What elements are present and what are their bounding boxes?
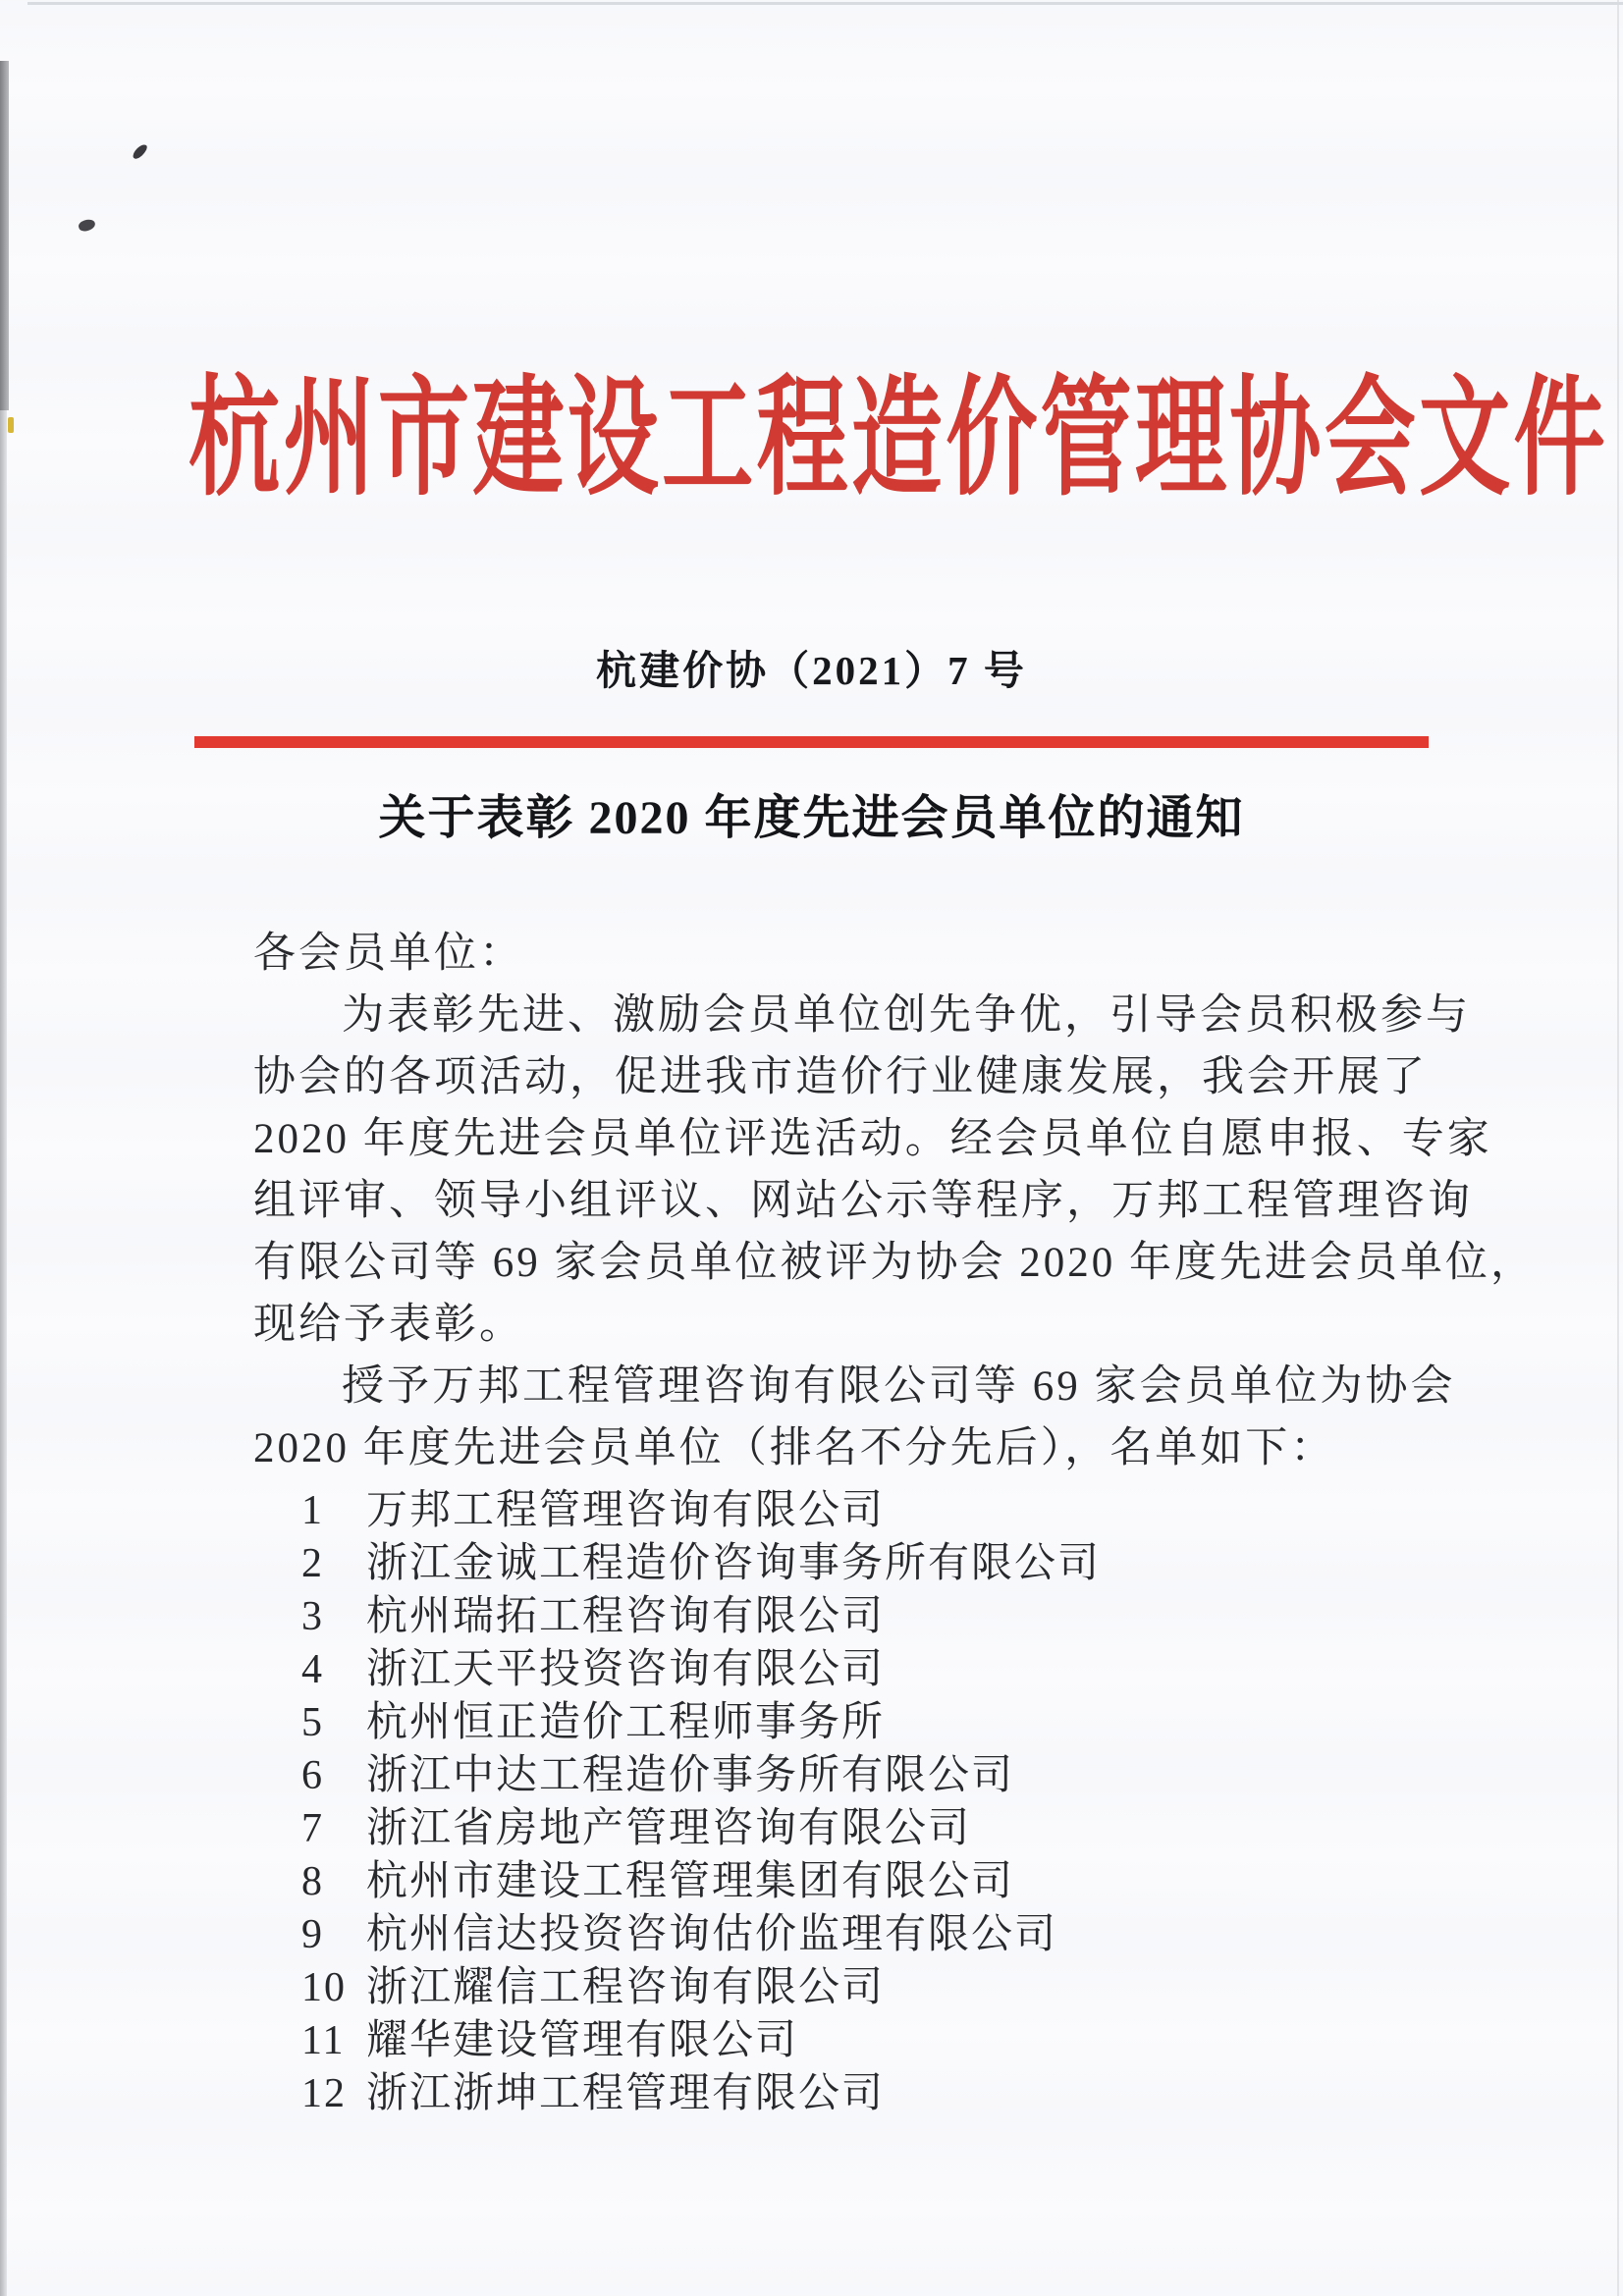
body-line: 组评审、领导小组评议、网站公示等程序，万邦工程管理咨询 xyxy=(253,1178,1473,1224)
list-item xyxy=(253,1908,1432,1961)
list-item xyxy=(253,1749,1432,1802)
list-item-name: 万邦工程管理咨询有限公司 xyxy=(366,1488,886,1533)
list-item-number: 2 xyxy=(301,1541,324,1586)
scan-right-edge-line xyxy=(1617,0,1619,2296)
letterhead-org-title-text: 杭州市建设工程造价管理协会文件 xyxy=(189,367,1608,511)
list-item xyxy=(253,1643,1432,1696)
scan-top-edge-line xyxy=(27,2,1623,5)
list-item-number: 7 xyxy=(301,1806,324,1851)
list-item xyxy=(253,1802,1432,1855)
list-item-name: 浙江耀信工程咨询有限公司 xyxy=(366,1965,886,2010)
scan-speck xyxy=(131,143,148,161)
list-item-number: 10 xyxy=(301,1965,347,2010)
list-item xyxy=(253,1484,1432,1537)
list-item-number: 4 xyxy=(301,1647,324,1692)
list-item-name: 浙江中达工程造价事务所有限公司 xyxy=(366,1753,1015,1798)
red-divider-line xyxy=(194,736,1429,748)
list-item-number: 12 xyxy=(301,2071,347,2116)
list-item-name: 杭州信达投资咨询估价监理有限公司 xyxy=(366,1912,1058,1957)
body-line: 2020 年度先进会员单位评选活动。经会员单位自愿申报、专家 xyxy=(253,1116,1492,1162)
list-item xyxy=(253,1590,1432,1643)
scan-left-edge-shadow-light xyxy=(0,410,7,2296)
notice-title: 关于表彰 2020 年度先进会员单位的通知 xyxy=(378,792,1245,844)
letterhead-org-title xyxy=(0,359,1623,520)
list-item-number: 5 xyxy=(301,1700,324,1745)
list-item xyxy=(253,2014,1432,2067)
body-line: 授予万邦工程管理咨询有限公司等 69 家会员单位为协会 xyxy=(342,1363,1456,1410)
list-item-name: 浙江浙坤工程管理有限公司 xyxy=(366,2071,886,2116)
scan-speck xyxy=(78,218,97,234)
list-item xyxy=(253,1961,1432,2014)
list-item-number: 3 xyxy=(301,1594,324,1639)
list-item xyxy=(253,1855,1432,1908)
body-line: 为表彰先进、激励会员单位创先争优，引导会员积极参与 xyxy=(342,992,1471,1039)
salutation: 各会员单位： xyxy=(253,931,524,977)
list-item-name: 浙江金诚工程造价咨询事务所有限公司 xyxy=(366,1541,1102,1586)
list-item-name: 耀华建设管理有限公司 xyxy=(366,2018,799,2063)
list-item-name: 浙江省房地产管理咨询有限公司 xyxy=(366,1806,972,1851)
list-item-number: 6 xyxy=(301,1753,324,1798)
body-line: 有限公司等 69 家会员单位被评为协会 2020 年度先进会员单位， xyxy=(253,1240,1536,1286)
list-item-number: 8 xyxy=(301,1859,324,1904)
list-item-number: 11 xyxy=(301,2018,346,2063)
member-unit-list xyxy=(253,1484,1432,2120)
list-item-number: 9 xyxy=(301,1912,324,1957)
list-item-name: 杭州恒正造价工程师事务所 xyxy=(366,1700,886,1745)
body-line: 2020 年度先进会员单位（排名不分先后），名单如下： xyxy=(253,1425,1336,1471)
body-line: 现给予表彰。 xyxy=(253,1302,524,1348)
list-item xyxy=(253,1537,1432,1590)
document-number: 杭建价协（2021）7 号 xyxy=(596,648,1027,693)
list-item-name: 杭州瑞拓工程咨询有限公司 xyxy=(366,1594,886,1639)
list-item-name: 杭州市建设工程管理集团有限公司 xyxy=(366,1859,1015,1904)
body-line: 协会的各项活动，促进我市造价行业健康发展，我会开展了 xyxy=(253,1054,1428,1100)
notice-body xyxy=(253,923,1536,1479)
list-item-name: 浙江天平投资咨询有限公司 xyxy=(366,1647,886,1692)
list-item xyxy=(253,1696,1432,1749)
scan-left-edge-shadow xyxy=(0,61,9,410)
list-item xyxy=(253,2067,1432,2120)
list-item-number: 1 xyxy=(301,1488,324,1533)
